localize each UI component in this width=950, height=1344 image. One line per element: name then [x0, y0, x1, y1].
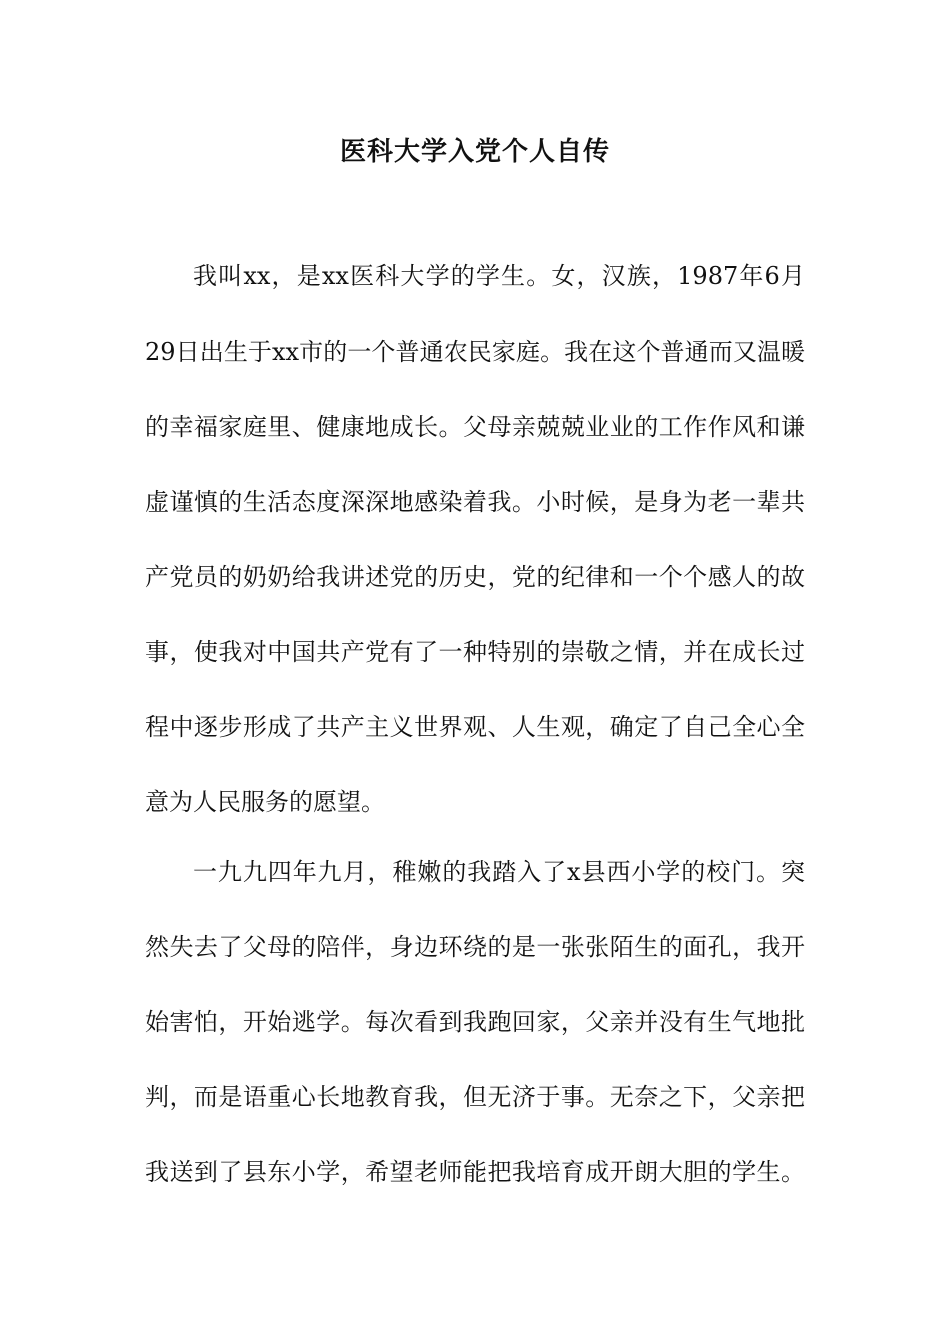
paragraph-line: 始害怕，开始逃学。每次看到我跑回家，父亲并没有生气地批 [145, 1008, 805, 1036]
paragraph-line: 然失去了父母的陪伴，身边环绕的是一张张陌生的面孔，我开 [145, 933, 805, 961]
paragraph-line: 产党员的奶奶给我讲述党的历史，党的纪律和一个个感人的故 [145, 563, 805, 591]
paragraph-line: 事，使我对中国共产党有了一种特别的崇敬之情，并在成长过 [145, 638, 805, 666]
paragraph-line: 的幸福家庭里、健康地成长。父母亲兢兢业业的工作作风和谦 [145, 413, 805, 441]
paragraph-line: 虚谨慎的生活态度深深地感染着我。小时候，是身为老一辈共 [145, 488, 805, 516]
paragraph-line: 意为人民服务的愿望。 [145, 788, 385, 816]
paragraph-line: 我送到了县东小学，希望老师能把我培育成开朗大胆的学生。 [145, 1158, 805, 1186]
paragraph-line: 程中逐步形成了共产主义世界观、人生观，确定了自己全心全 [145, 713, 805, 741]
paragraph-line: 我叫xx，是xx医科大学的学生。女，汉族，1987年6月 [193, 262, 805, 290]
paragraph-line: 判，而是语重心长地教育我，但无济于事。无奈之下，父亲把 [145, 1083, 805, 1111]
paragraph-line: 一九九四年九月，稚嫩的我踏入了x县西小学的校门。突 [193, 858, 805, 886]
paragraph-line: 29日出生于xx市的一个普通农民家庭。我在这个普通而又温暖 [145, 338, 805, 366]
document-title: 医科大学入党个人自传 [339, 137, 610, 167]
